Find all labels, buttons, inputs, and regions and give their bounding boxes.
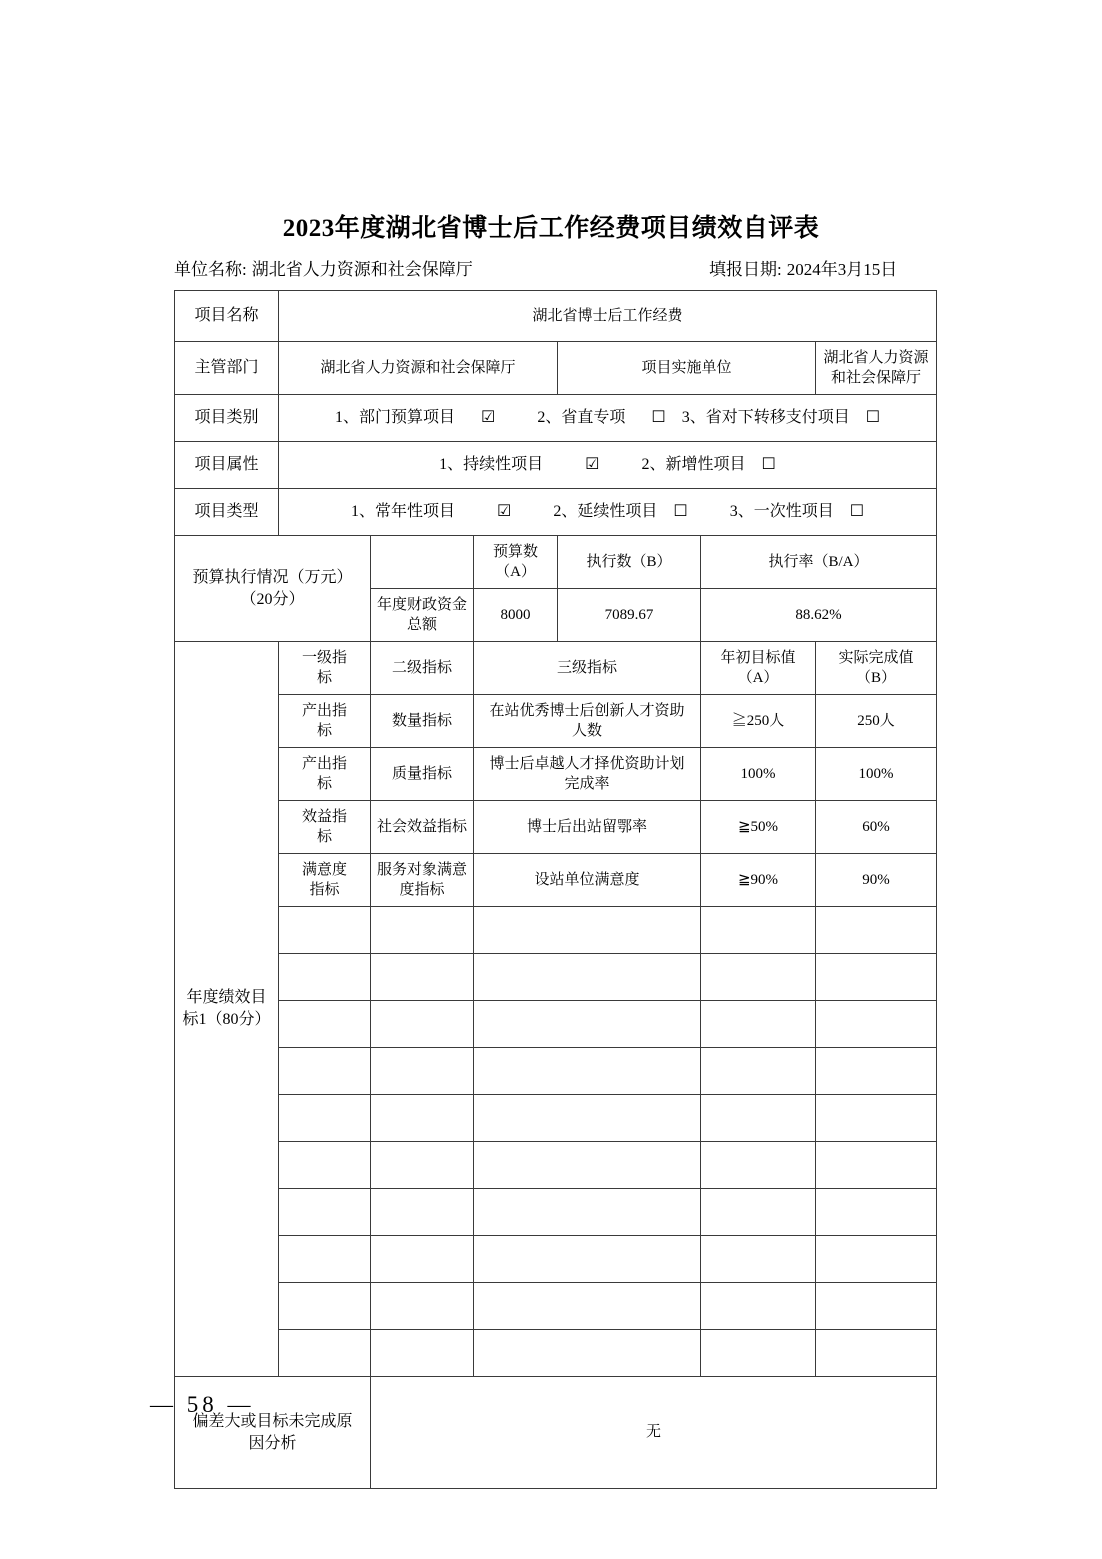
category-option-3-checkbox[interactable]: ☐ [865,409,881,427]
budget-header-executed: 执行数（B） [558,536,701,589]
attribute-option-1-checkbox[interactable]: ☑ [585,456,600,474]
budget-row-name-line1: 年度财政资金 [376,596,467,613]
indicator-2-target: ≧50% [701,801,816,854]
empty-cell-level1[interactable] [279,1001,371,1048]
report-date-field [709,255,897,280]
header-actual-line2: （B） [856,670,897,686]
header-level1-line2: 标 [316,670,332,686]
type-label: 项目类型 [175,489,279,536]
attribute-label: 项目属性 [175,442,279,489]
empty-cell-level2[interactable] [371,1283,474,1330]
header-level3: 三级指标 [474,642,701,695]
empty-cell-level1[interactable] [279,907,371,954]
header-actual [816,642,937,695]
performance-section-label-line2: 标1（80分） [182,1011,271,1028]
unit-name-field [174,255,473,280]
indicator-0-level2: 数量指标 [371,695,474,748]
budget-header-blank [371,536,474,589]
indicator-3-level2-line1: 服务对象满意 [376,861,467,878]
empty-cell-level3[interactable] [474,1048,701,1095]
attribute-options [279,442,937,489]
attribute-option-2-label: 2、新增性项目 [641,456,746,474]
empty-cell-target[interactable] [701,954,816,1001]
indicator-0-target: ≧250人 [701,695,816,748]
unit-name-value: 湖北省人力资源和社会保障厅 [251,260,473,279]
empty-cell-target[interactable] [701,1095,816,1142]
empty-cell-actual[interactable] [816,954,937,1001]
table-row-indicator [175,748,937,801]
empty-cell-level3[interactable] [474,1189,701,1236]
empty-cell-target[interactable] [701,1048,816,1095]
budget-row-name-line2: 总额 [406,617,437,633]
indicator-3-level2-line2: 度指标 [399,882,445,898]
indicator-2-level2: 社会效益指标 [371,801,474,854]
empty-cell-level2[interactable] [371,1189,474,1236]
category-options [279,395,937,442]
table-row-project-name [175,291,937,342]
empty-cell-level1[interactable] [279,1048,371,1095]
table-row-attribute [175,442,937,489]
attribute-option-2-checkbox[interactable]: ☐ [761,456,776,474]
table-row-empty [175,1330,937,1377]
header-level2: 二级指标 [371,642,474,695]
table-row-type [175,489,937,536]
empty-cell-level3[interactable] [474,1283,701,1330]
empty-cell-level3[interactable] [474,1142,701,1189]
budget-section-label-line1: 预算执行情况（万元） [192,568,353,586]
budget-row-amount: 8000 [474,589,558,642]
deviation-label-line2: 因分析 [248,1434,297,1452]
indicator-3-level3: 设站单位满意度 [474,854,701,907]
table-row-budget-header [175,536,937,589]
indicator-1-level1 [279,748,371,801]
indicator-3-actual: 90% [816,854,937,907]
table-row-empty [175,1236,937,1283]
empty-cell-level3[interactable] [474,1236,701,1283]
budget-row-rate: 88.62% [701,589,937,642]
page-number: — 58 — [150,1392,255,1417]
project-name-value: 湖北省博士后工作经费 [279,291,937,342]
empty-cell-actual[interactable] [816,1001,937,1048]
meta-row [174,255,936,281]
report-date-label: 填报日期: [709,260,782,279]
empty-cell-level2[interactable] [371,1095,474,1142]
indicator-0-level1-line2: 标 [316,723,332,739]
table-row-empty [175,954,937,1001]
empty-cell-actual[interactable] [816,1095,937,1142]
category-option-2-checkbox[interactable]: ☐ [651,409,666,427]
indicator-2-level1 [279,801,371,854]
empty-cell-level1[interactable] [279,1330,371,1377]
budget-section-label-line2: （20分） [240,590,305,608]
table-row-deviation [175,1377,937,1489]
implementing-unit-value: 湖北省人力资源和社会保障厅 [816,342,937,395]
empty-cell-level3[interactable] [474,1330,701,1377]
type-option-2-checkbox[interactable]: ☐ [673,503,688,521]
indicator-3-level1-line1: 满意度 [301,861,347,878]
empty-cell-level1[interactable] [279,1236,371,1283]
type-option-3-label: 3、一次性项目 [729,503,834,521]
budget-header-amount [474,536,558,589]
indicator-1-actual: 100% [816,748,937,801]
table-row-empty [175,1189,937,1236]
empty-cell-level2[interactable] [371,1142,474,1189]
table-row-indicator [175,801,937,854]
category-option-1-checkbox[interactable]: ☑ [480,409,496,427]
indicator-1-level2: 质量指标 [371,748,474,801]
empty-cell-actual[interactable] [816,1048,937,1095]
department-label: 主管部门 [175,342,279,395]
empty-cell-level2[interactable] [371,1236,474,1283]
table-row-category [175,395,937,442]
table-row-empty [175,1142,937,1189]
empty-cell-level1[interactable] [279,1142,371,1189]
empty-cell-level3[interactable] [474,907,701,954]
empty-cell-level2[interactable] [371,1330,474,1377]
empty-cell-level2[interactable] [371,907,474,954]
category-option-3-label: 3、省对下转移支付项目 [681,409,850,427]
indicator-3-target: ≧90% [701,854,816,907]
empty-cell-level3[interactable] [474,1001,701,1048]
empty-cell-level1[interactable] [279,954,371,1001]
empty-cell-level3[interactable] [474,954,701,1001]
empty-cell-actual[interactable] [816,1236,937,1283]
type-option-1-label: 1、常年性项目 [350,503,455,521]
table-row-empty [175,1283,937,1330]
indicator-1-target: 100% [701,748,816,801]
category-option-1-label: 1、部门预算项目 [334,409,455,427]
department-value: 湖北省人力资源和社会保障厅 [279,342,558,395]
table-row-indicator [175,854,937,907]
empty-cell-level2[interactable] [371,1048,474,1095]
indicator-1-level1-line1: 产出指 [301,755,347,772]
empty-cell-target[interactable] [701,907,816,954]
indicator-2-actual: 60% [816,801,937,854]
table-row-empty [175,1001,937,1048]
empty-cell-level1[interactable] [279,1095,371,1142]
header-target [701,642,816,695]
category-label: 项目类别 [175,395,279,442]
budget-header-amount-line2: （A） [495,564,536,580]
table-row-department [175,342,937,395]
table-row-empty [175,1048,937,1095]
indicator-2-level1-line2: 标 [316,829,332,845]
indicator-3-level1-line2: 指标 [309,882,340,898]
deviation-label-line1: 偏差大或目标未完成原 [192,1412,353,1430]
category-option-2-label: 2、省直专项 [537,409,626,427]
indicator-0-level3-line1: 在站优秀博士后创新人才资助 [489,702,685,719]
header-level1-line1: 一级指 [301,649,347,666]
budget-header-amount-line1: 预算数 [492,543,538,560]
indicator-1-level3-line1: 博士后卓越人才择优资助计划 [489,755,685,772]
header-target-line2: （A） [737,670,779,686]
empty-cell-level2[interactable] [371,1001,474,1048]
indicator-2-level3: 博士后出站留鄂率 [474,801,701,854]
indicator-3-level2 [371,854,474,907]
empty-cell-target[interactable] [701,1330,816,1377]
empty-cell-level3[interactable] [474,1095,701,1142]
project-name-label: 项目名称 [175,291,279,342]
empty-cell-actual[interactable] [816,1330,937,1377]
budget-row-name [371,589,474,642]
empty-cell-target[interactable] [701,1283,816,1330]
empty-cell-level1[interactable] [279,1283,371,1330]
page-title: 2023年度湖北省博士后工作经费项目绩效自评表 [282,215,820,242]
attribute-option-1-label: 1、持续性项目 [439,456,544,474]
indicator-0-level3 [474,695,701,748]
performance-section-label-line1: 年度绩效目 [186,989,267,1007]
indicator-0-level1 [279,695,371,748]
table-row-performance-header [175,642,937,695]
empty-cell-actual[interactable] [816,907,937,954]
header-actual-line1: 实际完成值 [838,649,914,666]
empty-cell-level2[interactable] [371,954,474,1001]
indicator-2-level1-line1: 效益指 [301,808,347,825]
type-option-1-checkbox[interactable]: ☑ [496,503,512,521]
table-row-indicator [175,695,937,748]
indicator-0-actual: 250人 [816,695,937,748]
budget-row-executed: 7089.67 [558,589,701,642]
indicator-0-level1-line1: 产出指 [301,702,347,719]
empty-cell-actual[interactable] [816,1189,937,1236]
budget-header-rate: 执行率（B/A） [701,536,937,589]
indicator-3-level1 [279,854,371,907]
indicator-1-level1-line2: 标 [316,776,332,792]
indicator-1-level3 [474,748,701,801]
indicator-1-level3-line2: 完成率 [564,776,610,792]
type-options [279,489,937,536]
table-row-empty [175,1095,937,1142]
empty-cell-actual[interactable] [816,1283,937,1330]
budget-section-label [175,536,371,642]
unit-name-label: 单位名称: [174,260,247,279]
type-option-2-label: 2、延续性项目 [553,503,658,521]
report-date-value: 2024年3月15日 [786,260,898,279]
indicator-0-level3-line2: 人数 [571,723,602,739]
deviation-value[interactable]: 无 [371,1377,937,1489]
type-option-3-checkbox[interactable]: ☐ [849,503,865,521]
implementing-unit-label: 项目实施单位 [558,342,816,395]
header-target-line1: 年初目标值 [720,649,796,666]
empty-cell-level1[interactable] [279,1189,371,1236]
self-evaluation-table [174,290,937,1489]
empty-cell-target[interactable] [701,1001,816,1048]
performance-section-label [175,642,279,1377]
header-level1 [279,642,371,695]
empty-cell-actual[interactable] [816,1142,937,1189]
empty-cell-target[interactable] [701,1236,816,1283]
table-row-empty [175,907,937,954]
empty-cell-target[interactable] [701,1189,816,1236]
empty-cell-target[interactable] [701,1142,816,1189]
